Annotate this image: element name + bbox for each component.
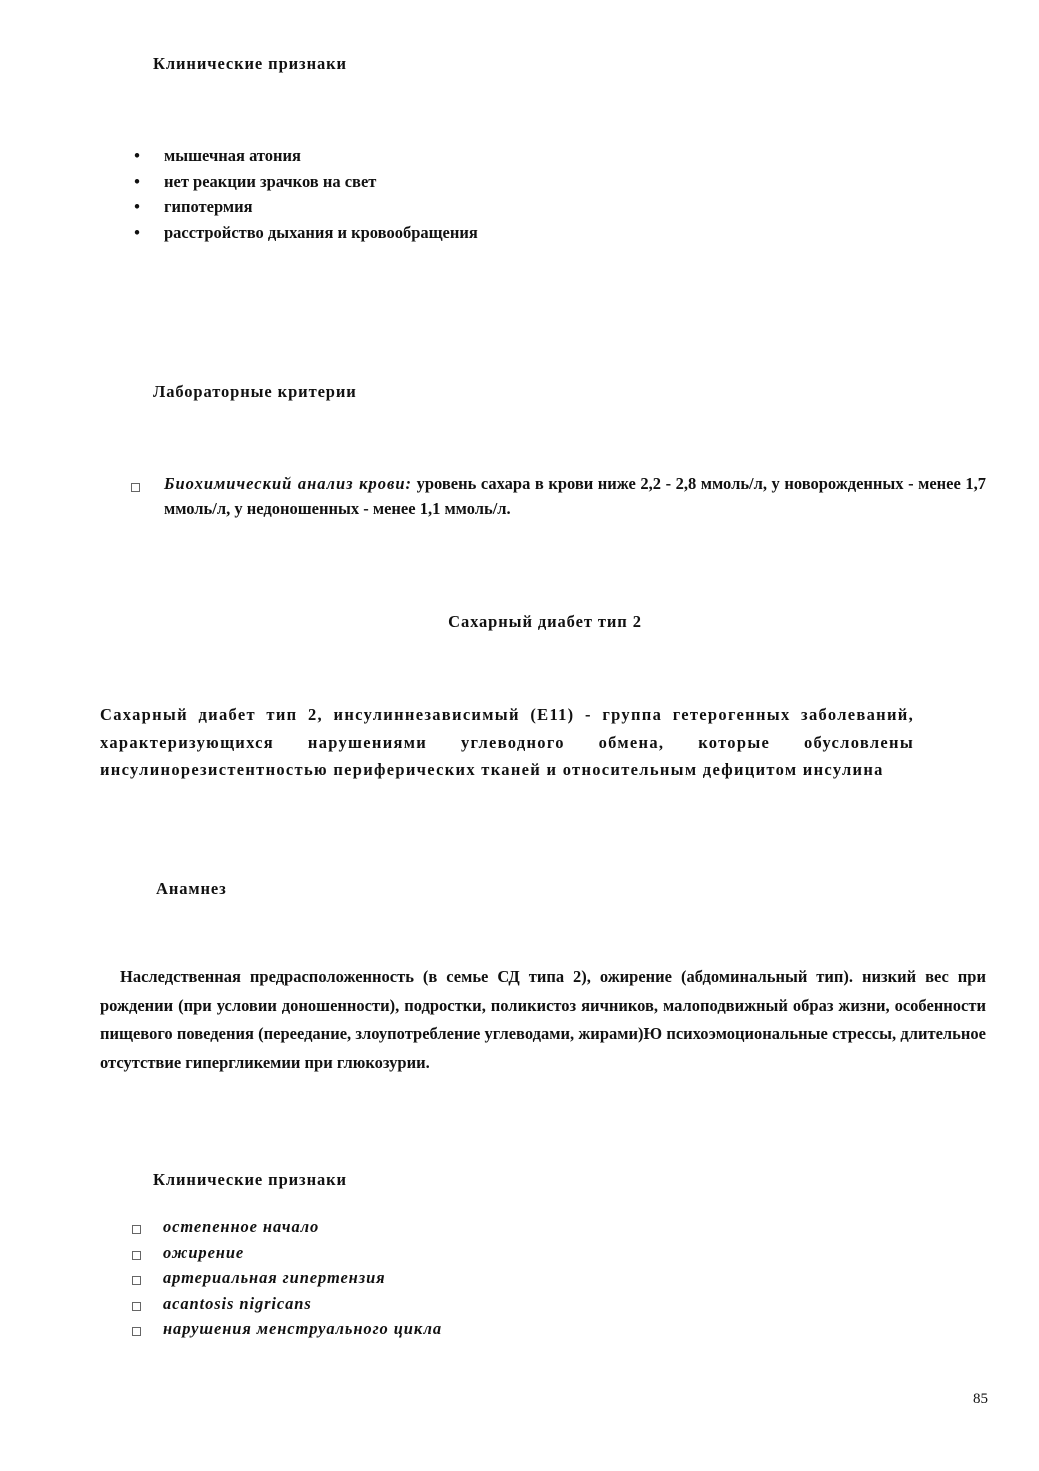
square-bullet-icon: [130, 1242, 142, 1268]
square-bullet-icon: [131, 483, 140, 492]
lab-item-lead: Биохимический анализ крови:: [164, 474, 413, 493]
section-heading-clinical-signs: Клинические признаки: [153, 54, 347, 73]
list-item: [134, 194, 478, 220]
list-item-text: гипотермия: [164, 197, 253, 216]
section-heading-clinical-signs-2: Клинические признаки: [153, 1170, 347, 1189]
bullet-icon: •: [134, 222, 140, 242]
clinical-signs-list: [134, 143, 478, 245]
lab-criteria-item: [164, 471, 986, 521]
list-item-text: мышечная атония: [164, 146, 301, 165]
section-heading-lab-criteria: Лабораторные критерии: [153, 382, 357, 401]
bullet-icon: •: [134, 171, 140, 191]
page-number: 85: [973, 1391, 988, 1407]
list-item: [163, 1240, 442, 1266]
clinical-signs-list-2: [163, 1214, 442, 1342]
square-bullet-icon: [130, 1318, 142, 1344]
bullet-icon: •: [134, 146, 140, 165]
list-item-text: ожирение: [163, 1242, 245, 1262]
section-heading-anamnesis: Анамнез: [156, 879, 227, 898]
square-bullet-icon: [130, 1267, 142, 1293]
list-item-text: нарушения менструального цикла: [163, 1319, 442, 1338]
lab-item-text: уровень сахара в крови ниже 2,2 - 2,8 ммоль/л, у новорожденных - менее 1,7 ммоль/л, у недоношенных - менее 1,1 ммоль/л.: [164, 474, 986, 518]
list-item: [163, 1291, 442, 1317]
list-item: [163, 1214, 442, 1240]
list-item-text: нет реакции зрачков на свет: [164, 171, 377, 191]
list-item-text: артериальная гипертензия: [163, 1268, 386, 1287]
list-item: [163, 1265, 442, 1291]
anamnesis-paragraph: Наследственная предрасположенность (в семье СД типа 2), ожирение (абдоминальный тип). низкий вес при рождении (при условии доношенности), подростки, поликистоз яичников, малоподвижный образ жизни, особенности пищевого поведения (переедание, злоупотребление углеводами, жирами)Ю психоэмоциональные стрессы, длительное отсутствие гипергликемии при глюкозурии.: [100, 967, 986, 1072]
list-item: [134, 143, 478, 169]
list-item: [163, 1316, 442, 1342]
square-bullet-icon: [130, 1216, 142, 1242]
list-item-text: acantosis nigricans: [163, 1293, 312, 1313]
page-title: Сахарный диабет тип 2: [448, 612, 642, 631]
list-item-text: остепенное начало: [163, 1217, 320, 1236]
list-item-text: расстройство дыхания и кровообращения: [164, 222, 478, 242]
square-bullet-icon: [130, 1293, 142, 1319]
bullet-icon: •: [134, 197, 140, 216]
list-item: [134, 220, 478, 246]
definition-paragraph: Сахарный диабет тип 2, инсулиннезависимый (Е11) - группа гетерогенных заболеваний, характеризующихся нарушениями углеводного обмена, которые обусловлены инсулинорезистентностью периферических тканей и относительным дефицитом инсулина: [100, 705, 914, 779]
list-item: [134, 169, 478, 195]
